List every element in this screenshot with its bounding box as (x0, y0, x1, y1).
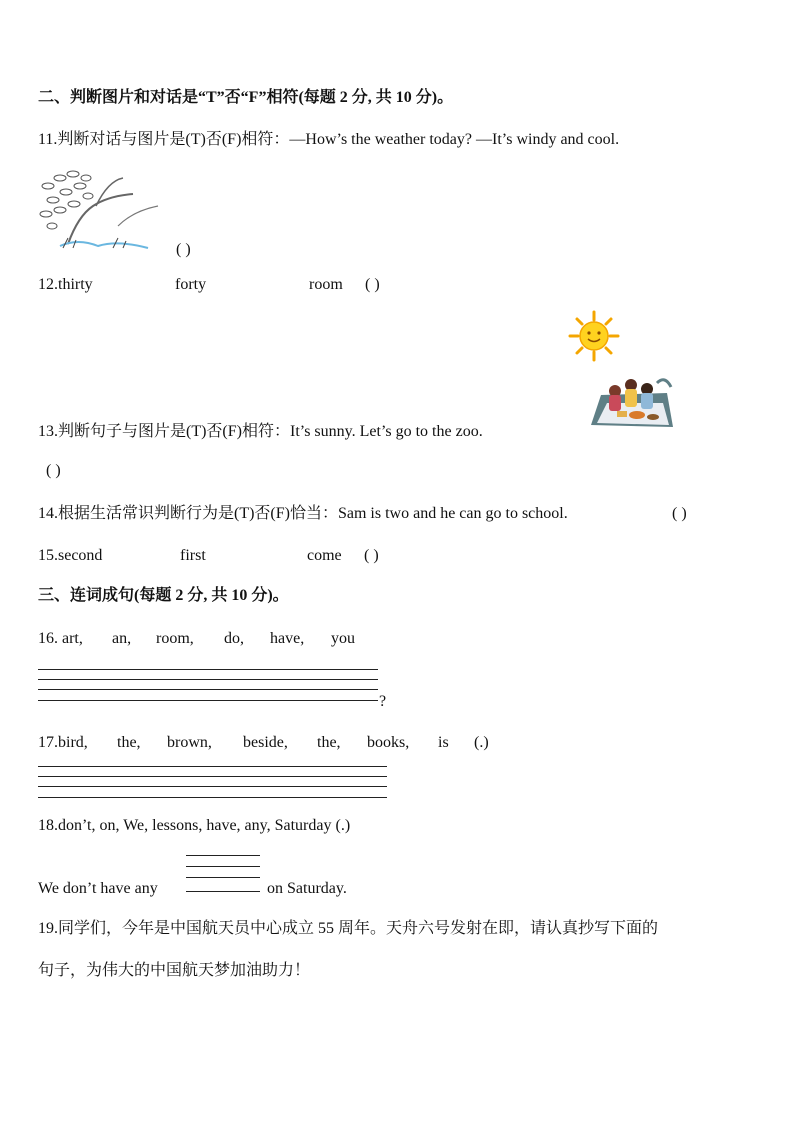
question-16-word: you (331, 630, 355, 647)
question-15-word: first (180, 547, 206, 564)
question-16-end-mark: ? (379, 693, 387, 710)
windy-tree-icon (38, 166, 168, 256)
question-17-word: the, (117, 734, 141, 751)
question-17-word: 17.bird, (38, 734, 88, 751)
question-15-answer-paren: ( ) (364, 547, 379, 564)
question-18-suffix: on Saturday. (267, 880, 347, 897)
question-17-word: books, (367, 734, 410, 751)
question-11-text: 11.判断对话与图片是(T)否(F)相符：—How’s the weather today? —It’s windy and cool. (38, 131, 620, 148)
sun-icon (566, 310, 622, 362)
question-15-word: 15.second (38, 547, 103, 564)
question-18-text: 18.don’t, on, We, lessons, have, any, Saturday (.) (38, 817, 351, 834)
question-12-answer-paren: ( ) (365, 276, 380, 293)
question-18-prefix: We don’t have any (38, 880, 158, 897)
question-11-answer-paren: ( ) (176, 241, 191, 258)
question-16-word: 16. art, (38, 630, 83, 647)
question-19-line-2: 句子，为伟大的中国航天梦加油助力！ (38, 962, 311, 979)
question-17-word: (.) (474, 734, 489, 751)
question-14-answer-paren: ( ) (672, 505, 687, 522)
question-17-word: beside, (243, 734, 288, 751)
question-16-word: have, (270, 630, 305, 647)
section-3-title: 三、连词成句(每题 2 分, 共 10 分)。 (38, 587, 289, 604)
question-12-word: 12.thirty (38, 276, 93, 293)
question-16-word: room, (156, 630, 194, 647)
question-13-text: 13.判断句子与图片是(T)否(F)相符：It’s sunny. Let’s go to the zoo. (38, 423, 483, 440)
question-16-word: an, (112, 630, 132, 647)
question-15-word: come (307, 547, 342, 564)
question-17-word: the, (317, 734, 341, 751)
question-17-word: is (438, 734, 449, 751)
question-13-answer-paren: ( ) (46, 462, 61, 479)
question-17-word: brown, (167, 734, 212, 751)
question-14-text: 14.根据生活常识判断行为是(T)否(F)恰当：Sam is two and he can go to school. (38, 505, 568, 522)
question-16-word: do, (224, 630, 244, 647)
question-12-word: room (309, 276, 343, 293)
question-19-line-1: 19.同学们，今年是中国航天员中心成立 55 周年。天舟六号发射在即，请认真抄写下面的 (38, 920, 659, 937)
picnic-icon (587, 373, 675, 433)
question-12-word: forty (175, 276, 207, 293)
section-2-title: 二、判断图片和对话是“T”否“F”相符(每题 2 分, 共 10 分)。 (38, 89, 454, 106)
